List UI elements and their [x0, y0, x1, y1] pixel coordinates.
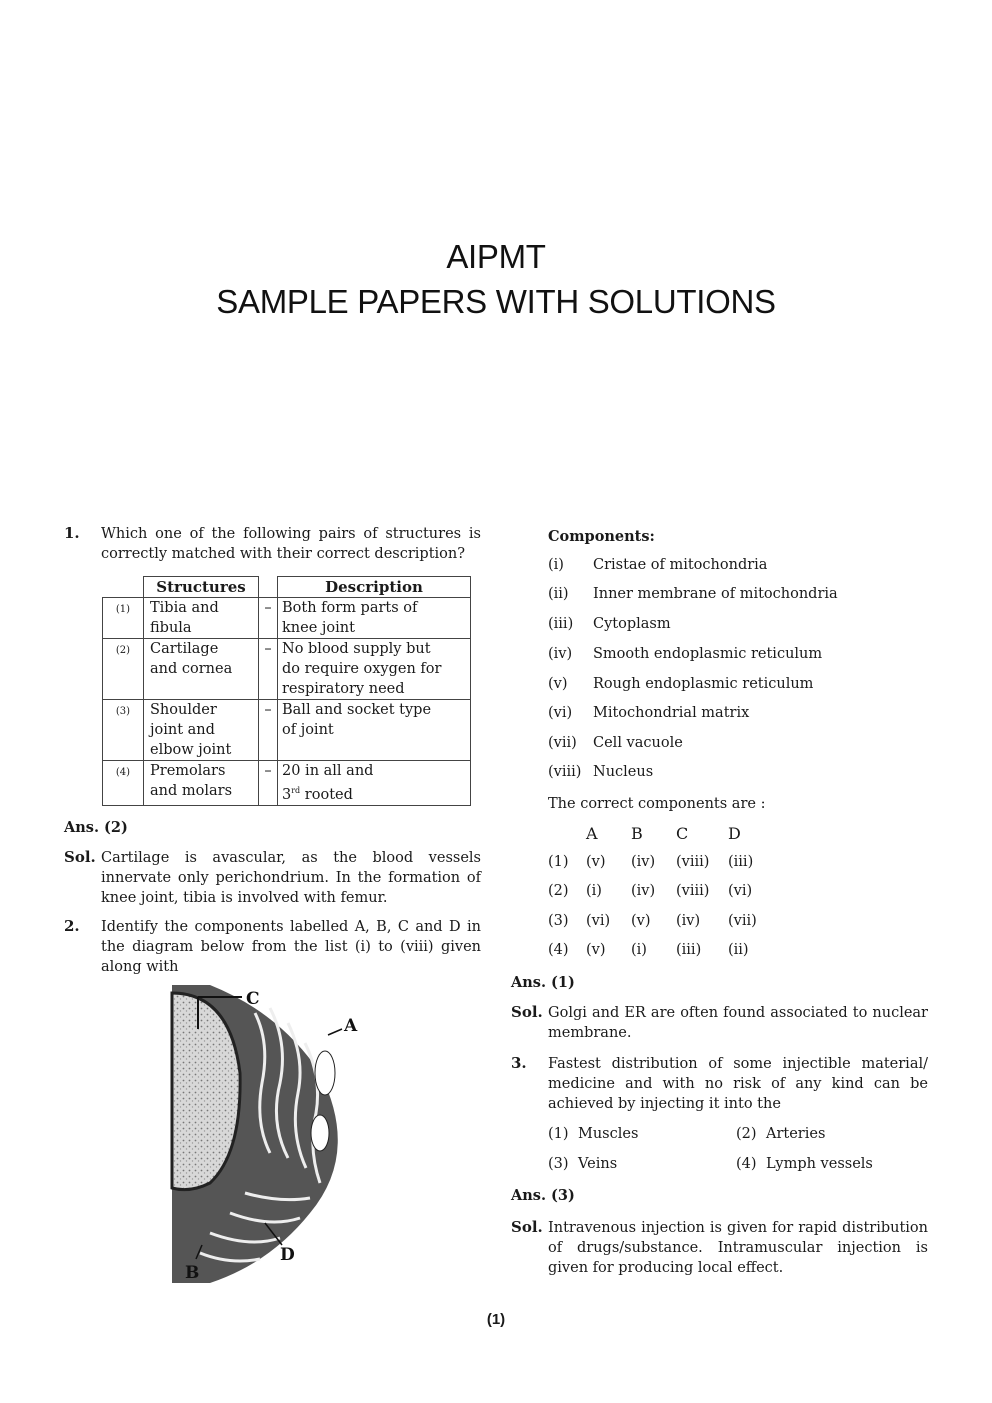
- component-item: (iii) Cytoplasm: [548, 616, 671, 632]
- q2-text: Identify the components labelled A, B, C and D in the diagram below from the list (i) to (viii) given along with: [101, 919, 481, 975]
- q3-answer: Ans. (3): [511, 1187, 575, 1204]
- q3-option: (1) Muscles: [548, 1126, 639, 1142]
- label-c: C: [246, 989, 260, 1009]
- label-b: B: [185, 1263, 200, 1283]
- component-item: (ii) Inner membrane of mitochondria: [548, 586, 838, 602]
- label-d: D: [280, 1245, 295, 1265]
- q3-number: 3.: [511, 1054, 527, 1072]
- q3-text: Fastest distribution of some injectible material/ medicine and with no risk of any kind can be achieved by injecting it into the: [548, 1056, 928, 1112]
- q2-answer: Ans. (1): [511, 974, 575, 991]
- page-title-line1: AIPMT: [446, 238, 546, 275]
- q1-match-table: [102, 576, 471, 806]
- q1-text: Which one of the following pairs of structures is correctly matched with their correct description?: [101, 526, 481, 562]
- table-row: (2) Cartilage and cornea – No blood supply but do require oxygen for respiratory need: [103, 639, 471, 700]
- components-heading: Components:: [548, 528, 655, 545]
- component-item: (v) Rough endoplasmic reticulum: [548, 676, 814, 692]
- q2-solution: Golgi and ER are often found associated to nuclear membrane.: [548, 1005, 928, 1041]
- component-item: (viii) Nucleus: [548, 764, 654, 780]
- component-item: (vi) Mitochondrial matrix: [548, 705, 750, 721]
- page-number: (1): [486, 1311, 506, 1328]
- q3-option: (3) Veins: [548, 1156, 618, 1172]
- table-row: (3) Shoulder joint and elbow joint – Ball and socket type of joint: [103, 700, 471, 761]
- q3-solution: Intravenous injection is given for rapid distribution of drugs/substance. Intramuscular injection is given for producing local effect.: [548, 1220, 928, 1276]
- table-row: (1) Tibia and fibula – Both form parts of knee joint: [103, 598, 471, 639]
- q2-sol-label: Sol.: [511, 1003, 543, 1021]
- q3-sol-label: Sol.: [511, 1218, 543, 1236]
- q1-answer: Ans. (2): [64, 819, 128, 836]
- cell-organelle-diagram: [170, 983, 370, 1283]
- q1-sol-label: Sol.: [64, 848, 96, 866]
- q2-number: 2.: [64, 917, 80, 935]
- q3-option: (4) Lymph vessels: [736, 1156, 873, 1172]
- component-item: (vii) Cell vacuole: [548, 735, 683, 751]
- q1-solution: Cartilage is avascular, as the blood vessels innervate only perichondrium. In the formation of knee joint, tibia is involved with femur.: [101, 850, 481, 906]
- label-a: A: [344, 1016, 358, 1036]
- component-item: (iv) Smooth endoplasmic reticulum: [548, 646, 823, 662]
- page-title-line2: SAMPLE PAPERS WITH SOLUTIONS: [216, 283, 776, 320]
- q3-option: (2) Arteries: [736, 1126, 826, 1142]
- table-row: (4) Premolars and molars – 20 in all and 3rd rooted: [103, 761, 471, 806]
- component-item: (i) Cristae of mitochondria: [548, 557, 768, 573]
- correct-components-intro: The correct components are :: [548, 796, 766, 812]
- col-structures: Structures: [144, 577, 259, 598]
- q1-number: 1.: [64, 524, 80, 542]
- col-description: Description: [278, 577, 471, 598]
